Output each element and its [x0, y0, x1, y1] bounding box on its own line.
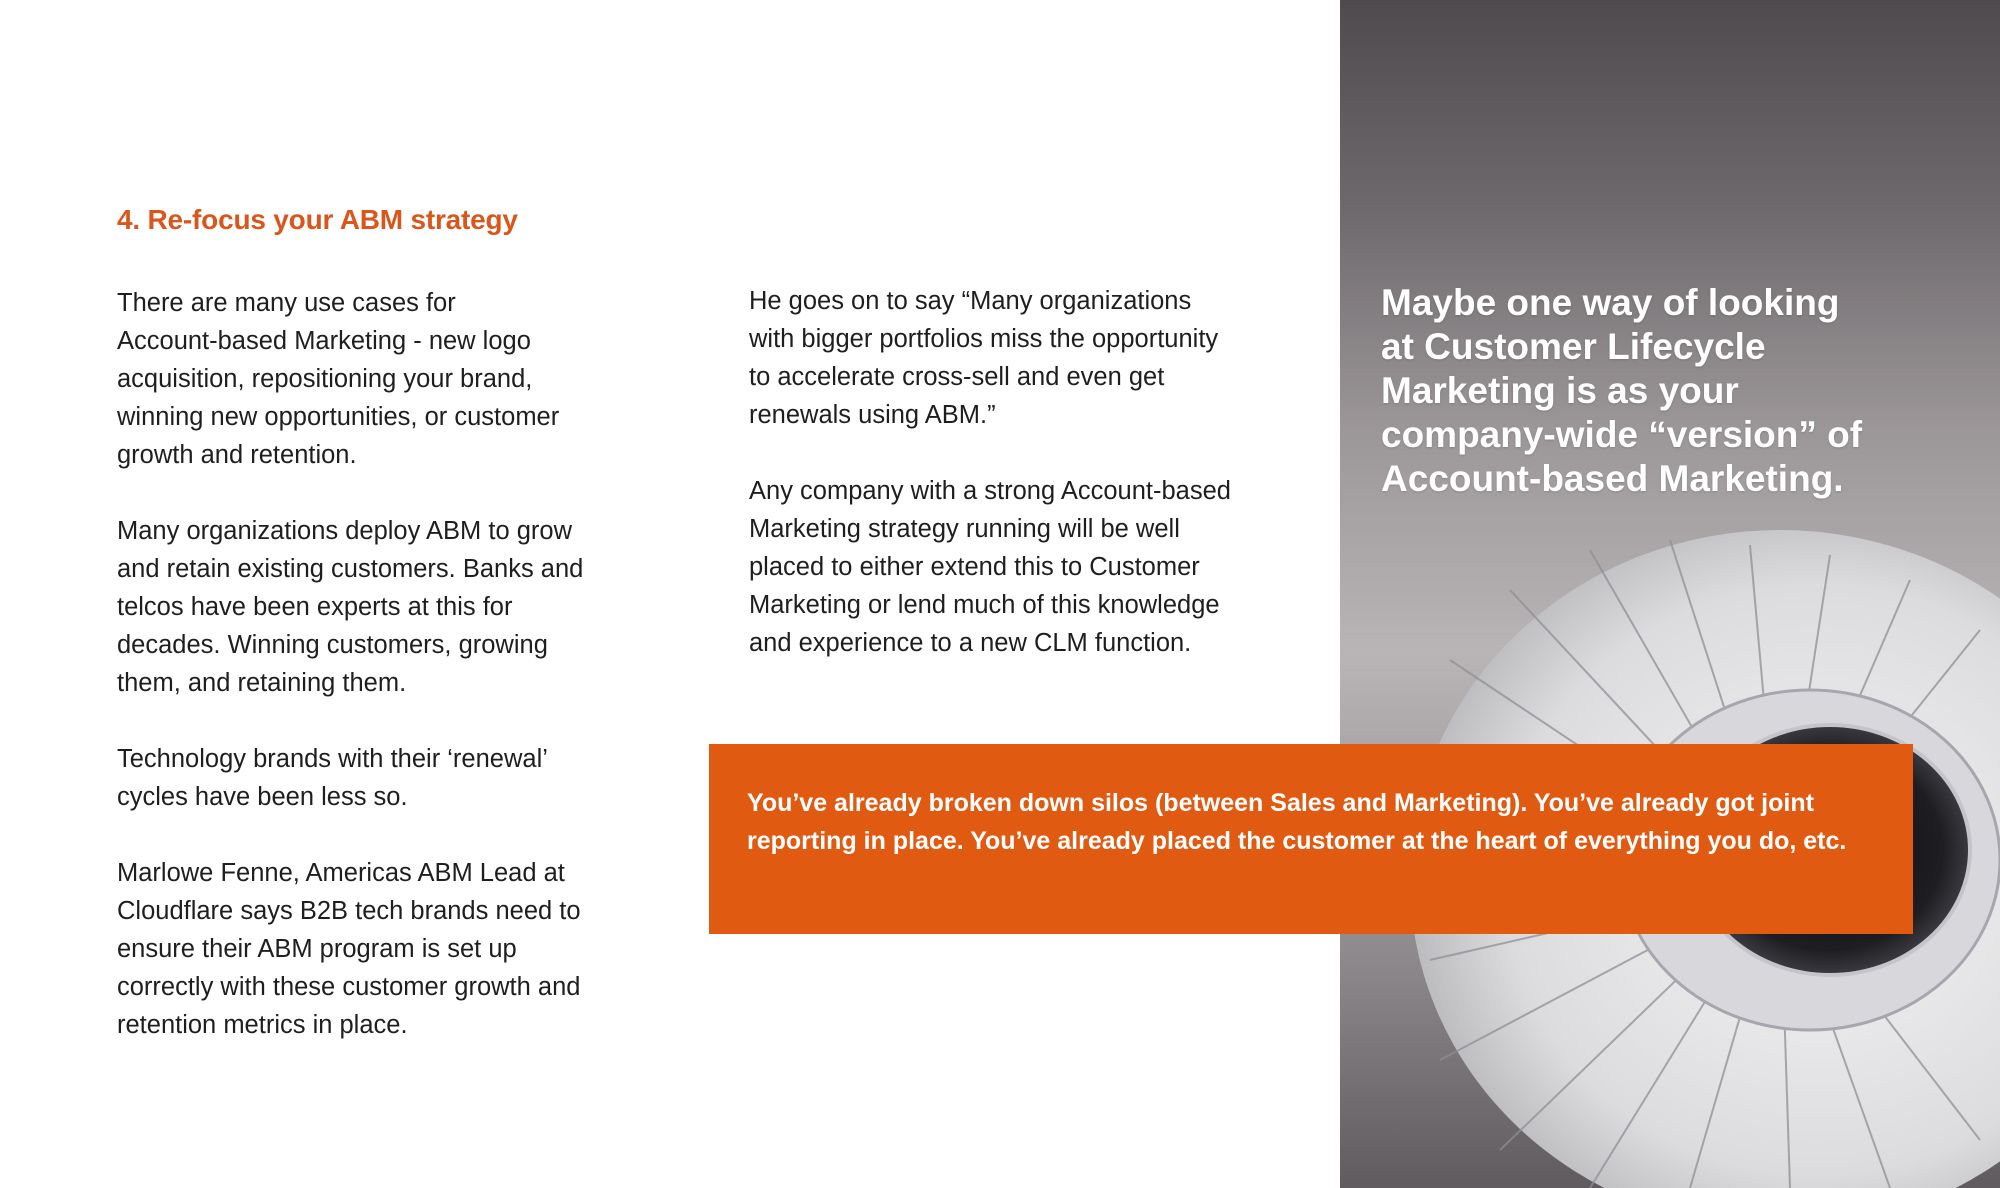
spiral-staircase-photo [1340, 0, 2000, 1188]
spiral-staircase-icon [1340, 0, 2000, 1188]
paragraph-marlowe-fenne: Marlowe Fenne, Americas ABM Lead at Cloudflare says B2B tech brands need to ensure their ABM program is set up correctly with these customer growth and retention metrics in place. [117, 859, 581, 1039]
paragraph-use-cases: There are many use cases for Account-based Marketing - new logo acquisition, repositioning your brand, winning new opportunities, or customer growth and retention. [117, 289, 560, 469]
middle-column [749, 282, 1309, 700]
paragraph-quote: He goes on to say “Many organizations with bigger portfolios miss the opportunity to accelerate cross-sell and even get renewals using ABM.” [749, 287, 1219, 429]
pull-quote: Maybe one way of looking at Customer Lifecycle Marketing is as your company-wide “version” of Account-based Marketing. [1381, 282, 1863, 499]
left-column [117, 284, 637, 1082]
paragraph-strong-abm: Any company with a strong Account-based Marketing strategy running will be well placed to either extend this to Customer Marketing or lend much of this knowledge and experience to a new CLM function. [749, 477, 1231, 657]
paragraph-grow-retain: Many organizations deploy ABM to grow and retain existing customers. Banks and telcos have been experts at this for decades. Winning customers, growing them, and retaining them. [117, 517, 584, 697]
paragraph-technology-brands: Technology brands with their ‘renewal’ cycles have been less so. [117, 745, 548, 811]
callout-box [709, 744, 1913, 934]
section-heading: 4. Re-focus your ABM strategy [117, 204, 518, 235]
callout-text: You’ve already broken down silos (between Sales and Marketing). You’ve already got joint reporting in place. You’ve already placed the customer at the heart of everything you do, etc. [747, 789, 1847, 855]
